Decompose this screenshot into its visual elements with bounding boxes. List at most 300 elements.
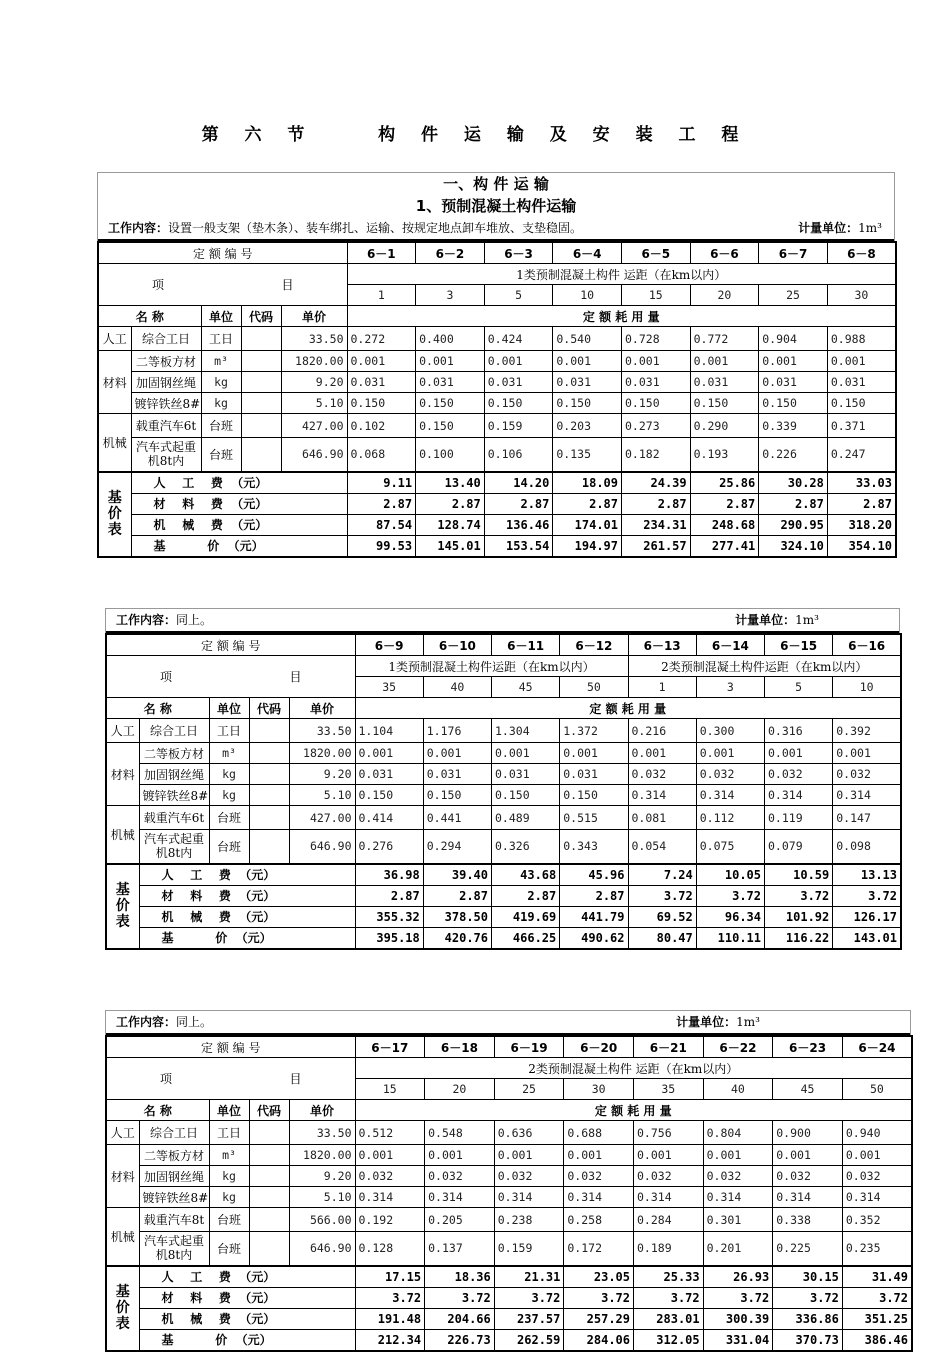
quota-value: 0.172 [564, 1232, 634, 1266]
sum-value: 45.96 [560, 864, 628, 886]
sum-value: 80.47 [628, 927, 696, 949]
sum-value: 204.66 [425, 1308, 495, 1329]
quota-value: 0.032 [773, 1166, 843, 1187]
sum-value: 2.87 [553, 493, 622, 514]
quota-value: 0.031 [622, 372, 691, 393]
sum-value: 3.72 [628, 885, 696, 906]
quota-value: 0.225 [773, 1232, 843, 1266]
sum-value: 96.34 [696, 906, 764, 927]
quota-table-1 [97, 241, 897, 558]
material-row [98, 372, 896, 393]
sum-label: 基 价 （元） [131, 535, 347, 557]
item-unit: 工日 [209, 719, 249, 743]
quota-value: 0.001 [416, 351, 485, 372]
quota-code: 6－6 [690, 242, 759, 264]
work-content: 工作内容：同上。 计量单位：1m³ [106, 609, 899, 633]
quota-value: 0.150 [347, 393, 416, 414]
quota-value: 0.031 [347, 372, 416, 393]
distance-value: 1 [347, 285, 416, 306]
quota-code: 6－2 [416, 242, 485, 264]
quota-value: 0.001 [355, 743, 423, 764]
quota-value: 0.314 [425, 1187, 495, 1208]
quota-value: 0.032 [494, 1166, 564, 1187]
quota-value: 0.032 [696, 764, 764, 785]
sum-value: 378.50 [423, 906, 491, 927]
quota-code: 6－21 [634, 1036, 704, 1058]
item-code [241, 393, 281, 414]
sum-value: 2.87 [423, 885, 491, 906]
category-machinery: 机械 [106, 806, 139, 864]
item-name: 综合工日 [131, 327, 201, 351]
table-block-1 [97, 172, 895, 558]
quota-value: 0.032 [765, 764, 833, 785]
item-price: 646.90 [289, 1232, 355, 1266]
sum-value: 99.53 [347, 535, 416, 557]
quota-value: 0.128 [355, 1232, 425, 1266]
quota-value: 0.001 [773, 1145, 843, 1166]
item-code [249, 806, 289, 830]
sum-label: 材 料 费 （元） [131, 493, 347, 514]
quota-value: 0.001 [690, 351, 759, 372]
sum-value: 14.20 [484, 472, 553, 494]
labor-row [106, 1121, 912, 1145]
item-label-right: 目 [281, 278, 294, 292]
sum-value: 262.59 [494, 1329, 564, 1351]
distance-value: 10 [833, 677, 901, 698]
quota-value: 0.940 [842, 1121, 912, 1145]
labor-row [98, 327, 896, 351]
quota-value: 0.150 [492, 785, 560, 806]
sum-base-row [98, 535, 896, 557]
item-name: 汽车式起重机8t内 [131, 438, 201, 472]
item-unit: kg [209, 1187, 249, 1208]
item-price: 1820.00 [289, 743, 355, 764]
sum-value: 10.59 [765, 864, 833, 886]
quota-value: 0.150 [553, 393, 622, 414]
item-unit: kg [201, 393, 241, 414]
item-unit: 台班 [209, 830, 249, 864]
quota-value: 0.032 [564, 1166, 634, 1187]
quota-code-label: 定 额 编 号 [98, 242, 347, 264]
desc-row [106, 1058, 912, 1079]
quota-value: 0.272 [347, 327, 416, 351]
quota-code: 6－23 [773, 1036, 843, 1058]
item-unit: 台班 [209, 806, 249, 830]
code-header: 代码 [241, 306, 281, 327]
sum-value: 31.49 [842, 1266, 912, 1288]
sum-value: 43.68 [492, 864, 560, 886]
item-label-left: 项 [160, 670, 173, 684]
quota-value: 0.001 [494, 1145, 564, 1166]
item-name: 加固钢丝绳 [131, 372, 201, 393]
sum-value: 3.72 [773, 1287, 843, 1308]
sum-label: 人 工 费 （元） [139, 864, 355, 886]
sum-value: 194.97 [553, 535, 622, 557]
quota-code: 6－16 [833, 634, 901, 656]
quota-value: 0.001 [628, 743, 696, 764]
column-header-row [98, 306, 896, 327]
item-name: 加固钢丝绳 [139, 764, 209, 785]
quota-value: 0.150 [484, 393, 553, 414]
code-row [106, 634, 901, 656]
sum-label: 机 械 费 （元） [139, 1308, 355, 1329]
distance-value: 20 [425, 1079, 495, 1100]
quota-value: 0.001 [423, 743, 491, 764]
sum-value: 2.87 [690, 493, 759, 514]
material-row [106, 785, 901, 806]
quota-value: 1.176 [423, 719, 491, 743]
sum-label: 材 料 费 （元） [139, 885, 355, 906]
quota-value: 0.001 [696, 743, 764, 764]
machinery-row [98, 414, 896, 438]
quota-value: 0.001 [833, 743, 901, 764]
sum-machinery-row [98, 514, 896, 535]
price-header: 单价 [289, 1100, 355, 1121]
item-code [241, 438, 281, 472]
item-code [249, 785, 289, 806]
sum-value: 318.20 [827, 514, 896, 535]
quota-value: 0.001 [484, 351, 553, 372]
quota-code: 6－1 [347, 242, 416, 264]
item-price: 5.10 [281, 393, 347, 414]
distance-value: 25 [494, 1079, 564, 1100]
section-title: 一、构 件 运 输 [443, 175, 549, 193]
item-price: 9.20 [289, 764, 355, 785]
quota-value: 0.031 [560, 764, 628, 785]
sum-value: 2.87 [827, 493, 896, 514]
quota-code: 6－19 [494, 1036, 564, 1058]
distance-value: 5 [765, 677, 833, 698]
quota-value: 0.032 [842, 1166, 912, 1187]
sum-value: 441.79 [560, 906, 628, 927]
machinery-row [106, 830, 901, 864]
item-code [249, 830, 289, 864]
distance-value: 20 [690, 285, 759, 306]
sum-value: 419.69 [492, 906, 560, 927]
item-label [106, 656, 355, 698]
unit-header: 单位 [209, 698, 249, 719]
machinery-row [106, 806, 901, 830]
sum-value: 300.39 [703, 1308, 773, 1329]
category-labor: 人工 [106, 719, 139, 743]
column-header-row [106, 698, 901, 719]
sum-value: 10.05 [696, 864, 764, 886]
item-unit: 台班 [201, 414, 241, 438]
quota-value: 0.216 [628, 719, 696, 743]
quota-value: 0.137 [425, 1232, 495, 1266]
quota-value: 0.147 [833, 806, 901, 830]
sum-value: 2.87 [560, 885, 628, 906]
sum-value: 2.87 [492, 885, 560, 906]
material-row [106, 764, 901, 785]
quota-value: 1.372 [560, 719, 628, 743]
price-header: 单价 [289, 698, 355, 719]
sum-labor-row [106, 864, 901, 886]
quota-value: 0.314 [773, 1187, 843, 1208]
quota-value: 0.300 [696, 719, 764, 743]
sum-value: 283.01 [634, 1308, 704, 1329]
quota-value: 0.352 [842, 1208, 912, 1232]
quota-value: 0.301 [703, 1208, 773, 1232]
quota-value: 0.276 [355, 830, 423, 864]
price-header: 单价 [281, 306, 347, 327]
desc-row [98, 264, 896, 285]
item-price: 33.50 [289, 719, 355, 743]
item-unit: 台班 [201, 438, 241, 472]
category-base-price: 基价表 [98, 472, 131, 557]
quota-value: 0.159 [494, 1232, 564, 1266]
quota-value: 0.031 [553, 372, 622, 393]
sum-value: 466.25 [492, 927, 560, 949]
quota-value: 0.032 [425, 1166, 495, 1187]
quota-value: 0.098 [833, 830, 901, 864]
quota-code: 6－7 [759, 242, 828, 264]
sum-value: 25.33 [634, 1266, 704, 1288]
quota-table-3 [105, 1035, 913, 1352]
sum-value: 191.48 [355, 1308, 425, 1329]
sum-value: 420.76 [423, 927, 491, 949]
sum-value: 2.87 [355, 885, 423, 906]
sum-value: 3.72 [696, 885, 764, 906]
quota-code: 6－5 [622, 242, 691, 264]
sum-value: 354.10 [827, 535, 896, 557]
column-header-row [106, 1100, 912, 1121]
machinery-row [106, 1208, 912, 1232]
quota-value: 1.304 [492, 719, 560, 743]
quota-value: 0.247 [827, 438, 896, 472]
sum-value: 23.05 [564, 1266, 634, 1288]
quota-value: 0.031 [484, 372, 553, 393]
category-labor: 人工 [98, 327, 131, 351]
item-name: 载重汽车6t [139, 806, 209, 830]
distance-value: 40 [423, 677, 491, 698]
quota-value: 0.001 [765, 743, 833, 764]
item-name: 载重汽车6t [131, 414, 201, 438]
material-row [98, 351, 896, 372]
quota-value: 0.314 [842, 1187, 912, 1208]
sum-material-row [98, 493, 896, 514]
quota-value: 0.326 [492, 830, 560, 864]
sum-value: 13.40 [416, 472, 485, 494]
item-code [249, 1187, 289, 1208]
unit-label: 计量单位：1m³ [798, 221, 882, 235]
name-header: 名 称 [98, 306, 201, 327]
sum-label: 机 械 费 （元） [139, 906, 355, 927]
distance-value: 10 [553, 285, 622, 306]
sum-value: 351.25 [842, 1308, 912, 1329]
desc-label: 1类预制混凝土构件 运距（在km以内） [347, 264, 896, 285]
sum-value: 386.46 [842, 1329, 912, 1351]
item-unit: m³ [201, 351, 241, 372]
sum-value: 69.52 [628, 906, 696, 927]
category-base-price: 基价表 [106, 1266, 139, 1351]
item-label-left: 项 [160, 1072, 173, 1086]
quota-value: 0.001 [634, 1145, 704, 1166]
quota-value: 0.688 [564, 1121, 634, 1145]
sum-value: 355.32 [355, 906, 423, 927]
quota-value: 0.159 [484, 414, 553, 438]
quota-value: 0.314 [355, 1187, 425, 1208]
material-row [98, 393, 896, 414]
distance-value: 15 [355, 1079, 425, 1100]
machinery-row [106, 1232, 912, 1266]
sum-machinery-row [106, 1308, 912, 1329]
quota-value: 0.001 [560, 743, 628, 764]
sum-value: 2.87 [416, 493, 485, 514]
quota-value: 0.001 [347, 351, 416, 372]
quota-value: 0.031 [355, 764, 423, 785]
quota-value: 0.548 [425, 1121, 495, 1145]
sum-value: 116.22 [765, 927, 833, 949]
distance-value: 35 [355, 677, 423, 698]
sum-label: 基 价 （元） [139, 1329, 355, 1351]
quota-value: 0.294 [423, 830, 491, 864]
item-label-right: 目 [289, 670, 302, 684]
sum-value: 153.54 [484, 535, 553, 557]
item-name: 镀锌铁丝8# [139, 785, 209, 806]
quota-value: 0.414 [355, 806, 423, 830]
item-price: 427.00 [289, 806, 355, 830]
quota-value: 0.316 [765, 719, 833, 743]
quota-value: 0.150 [759, 393, 828, 414]
category-base-price: 基价表 [106, 864, 139, 949]
unit-header: 单位 [209, 1100, 249, 1121]
quota-value: 0.314 [628, 785, 696, 806]
name-header: 名 称 [106, 1100, 209, 1121]
item-label [106, 1058, 355, 1100]
quota-value: 0.031 [423, 764, 491, 785]
item-price: 427.00 [281, 414, 347, 438]
quota-code: 6－8 [827, 242, 896, 264]
item-unit: 台班 [209, 1208, 249, 1232]
item-code [249, 1166, 289, 1187]
quota-value: 0.182 [622, 438, 691, 472]
quota-value: 0.314 [703, 1187, 773, 1208]
desc-row [106, 656, 901, 677]
unit-header: 单位 [201, 306, 241, 327]
sum-value: 9.11 [347, 472, 416, 494]
quota-value: 0.189 [634, 1232, 704, 1266]
quota-value: 0.201 [703, 1232, 773, 1266]
quota-value: 0.804 [703, 1121, 773, 1145]
item-unit: kg [201, 372, 241, 393]
quota-value: 0.001 [425, 1145, 495, 1166]
work-content: 工作内容：设置一般支架（垫木条）、装车绑扎、运输、按规定地点卸车堆放、支垫稳固。 计量单位：1m³ [98, 217, 894, 241]
category-material: 材料 [106, 743, 139, 806]
quota-code: 6－14 [696, 634, 764, 656]
quota-code: 6－4 [553, 242, 622, 264]
item-price: 5.10 [289, 1187, 355, 1208]
quota-value: 0.079 [765, 830, 833, 864]
sum-value: 128.74 [416, 514, 485, 535]
item-name: 汽车式起重机8t内 [139, 830, 209, 864]
sum-value: 18.09 [553, 472, 622, 494]
category-machinery: 机械 [106, 1208, 139, 1266]
quota-value: 0.343 [560, 830, 628, 864]
quota-code: 6－12 [560, 634, 628, 656]
item-name: 镀锌铁丝8# [139, 1187, 209, 1208]
quota-value: 0.339 [759, 414, 828, 438]
quota-value: 0.314 [494, 1187, 564, 1208]
item-name: 二等板方材 [139, 1145, 209, 1166]
item-unit: kg [209, 785, 249, 806]
distance-value: 45 [492, 677, 560, 698]
quota-header: 定 额 耗 用 量 [347, 306, 896, 327]
item-price: 1820.00 [281, 351, 347, 372]
chapter-title: 第 六 节 构 件 运 输 及 安 装 工 程 [201, 125, 749, 145]
item-name: 载重汽车8t [139, 1208, 209, 1232]
sum-value: 261.57 [622, 535, 691, 557]
quota-value: 0.150 [560, 785, 628, 806]
quota-value: 0.102 [347, 414, 416, 438]
sum-value: 7.24 [628, 864, 696, 886]
quota-value: 0.001 [564, 1145, 634, 1166]
item-unit: m³ [209, 1145, 249, 1166]
category-material: 材料 [98, 351, 131, 414]
quota-value: 0.441 [423, 806, 491, 830]
quota-value: 0.338 [773, 1208, 843, 1232]
item-name: 综合工日 [139, 1121, 209, 1145]
sum-value: 290.95 [759, 514, 828, 535]
quota-value: 0.032 [634, 1166, 704, 1187]
quota-code-label: 定 额 编 号 [106, 634, 355, 656]
item-name: 汽车式起重机8t内 [139, 1232, 209, 1266]
item-name: 综合工日 [139, 719, 209, 743]
category-labor: 人工 [106, 1121, 139, 1145]
quota-value: 0.075 [696, 830, 764, 864]
sum-value: 13.13 [833, 864, 901, 886]
quota-value: 0.068 [347, 438, 416, 472]
item-unit: m³ [209, 743, 249, 764]
distance-value: 35 [634, 1079, 704, 1100]
distance-value: 45 [773, 1079, 843, 1100]
item-code [241, 414, 281, 438]
distance-value: 30 [827, 285, 896, 306]
sum-value: 234.31 [622, 514, 691, 535]
quota-value: 0.150 [416, 414, 485, 438]
quota-value: 0.258 [564, 1208, 634, 1232]
sum-value: 312.05 [634, 1329, 704, 1351]
distance-value: 40 [703, 1079, 773, 1100]
item-name: 二等板方材 [139, 743, 209, 764]
sum-value: 30.15 [773, 1266, 843, 1288]
quota-value: 0.001 [759, 351, 828, 372]
machinery-row [98, 438, 896, 472]
sum-labor-row [98, 472, 896, 494]
quota-value: 0.106 [484, 438, 553, 472]
desc-label: 2类预制混凝土构件 运距（在km以内） [355, 1058, 912, 1079]
quota-value: 0.314 [564, 1187, 634, 1208]
item-code [249, 1145, 289, 1166]
sum-value: 110.11 [696, 927, 764, 949]
desc-label: 2类预制混凝土构件运距（在km以内） [628, 656, 901, 677]
quota-code: 6－13 [628, 634, 696, 656]
sum-value: 2.87 [622, 493, 691, 514]
sum-value: 336.86 [773, 1308, 843, 1329]
sum-label: 基 价 （元） [139, 927, 355, 949]
quota-value: 0.756 [634, 1121, 704, 1145]
quota-value: 0.032 [628, 764, 696, 785]
item-code [241, 327, 281, 351]
sum-value: 143.01 [833, 927, 901, 949]
quota-value: 0.001 [842, 1145, 912, 1166]
labor-row [106, 719, 901, 743]
item-unit: 工日 [209, 1121, 249, 1145]
quota-value: 0.031 [690, 372, 759, 393]
quota-code-label: 定 额 编 号 [106, 1036, 355, 1058]
quota-code: 6－20 [564, 1036, 634, 1058]
sum-value: 370.73 [773, 1329, 843, 1351]
